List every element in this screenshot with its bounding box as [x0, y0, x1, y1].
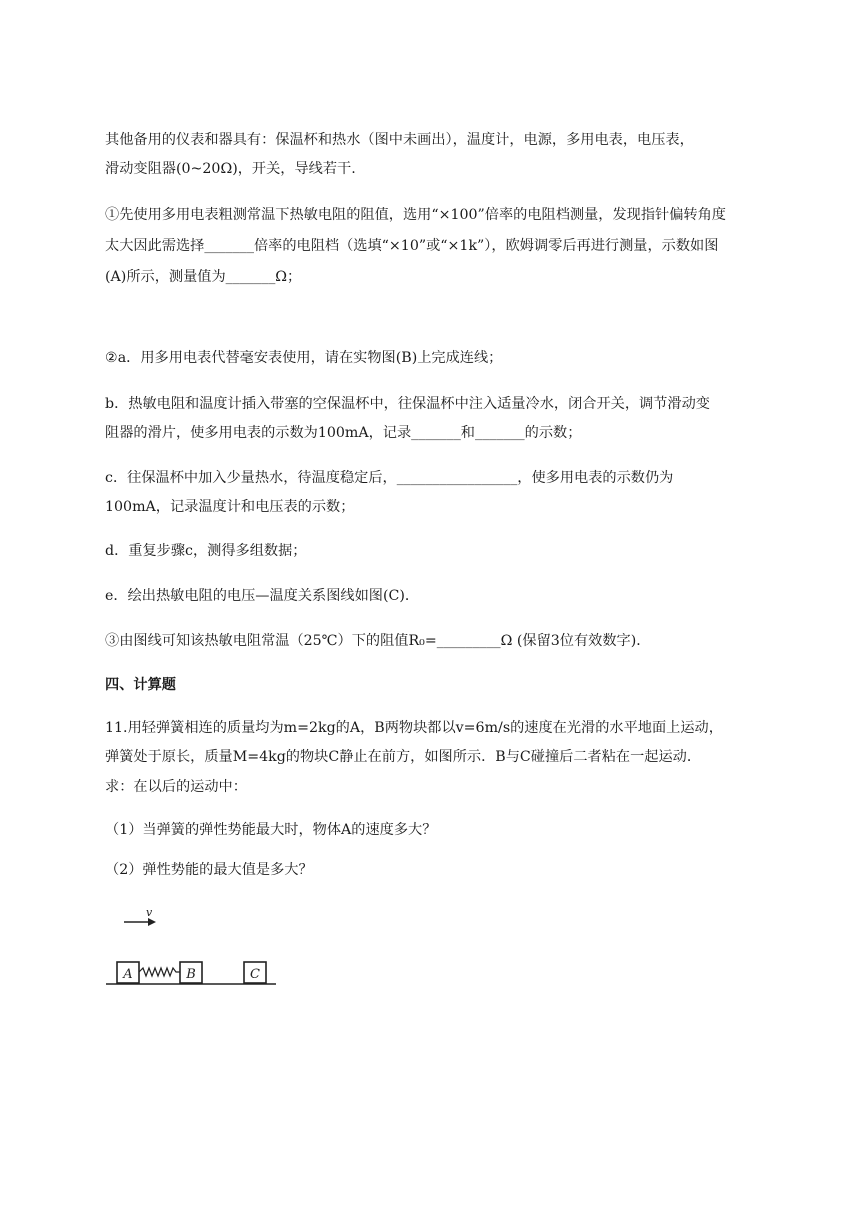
question-11-line-1: 11.用轻弹簧相连的质量均为m=2kg的A，B两物块都以v=6m/s的速度在光滑的水平地面上运动，	[105, 720, 723, 736]
step-a: ②a．用多用电表代替毫安表使用，请在实物图(B)上完成连线；	[105, 350, 503, 366]
step-d: d．重复步骤c，测得多组数据；	[105, 543, 307, 559]
step-c-line-2: 100mA，记录温度计和电压表的示数；	[105, 499, 355, 515]
question-11-part-2: （2）弹性势能的最大值是多大？	[105, 862, 313, 878]
block-c-label: C	[250, 967, 260, 982]
step-b-line-1: b．热敏电阻和温度计插入带塞的空保温杯中，往保温杯中注入适量冷水，闭合开关，调节滑动变	[105, 396, 710, 412]
spring	[139, 968, 180, 976]
velocity-arrow-icon	[124, 918, 156, 926]
step-c-line-1: c．往保温杯中加入少量热水，待温度稳定后，_________________，使多用电表的示数仍为	[105, 470, 674, 486]
question-11-part-1: （1）当弹簧的弹性势能最大时，物体A的速度多大？	[105, 822, 437, 838]
question-1-line-3: (A)所示，测量值为_______Ω；	[105, 269, 302, 285]
velocity-label: v	[146, 906, 153, 919]
paragraph-equipment-line-1: 其他备用的仪表和器具有：保温杯和热水（图中未画出），温度计，电源，多用电表，电压表，	[105, 132, 694, 148]
section-heading: 四、计算题	[105, 677, 176, 693]
block-b-label: B	[186, 967, 196, 982]
question-11-line-3: 求：在以后的运动中：	[105, 779, 247, 795]
question-1-line-2: 太大因此需选择_______倍率的电阻档（选填“×10”或“×1k”），欧姆调零后再进行测量，示数如图	[105, 238, 719, 254]
question-11-line-2: 弹簧处于原长，质量M=4kg的物块C静止在前方，如图所示．B与C碰撞后二者粘在一起运动．	[105, 749, 702, 765]
block-a-label: A	[123, 967, 133, 982]
step-e: e．绘出热敏电阻的电压—温度关系图线如图(C)．	[105, 588, 420, 604]
question-1-line-1: ①先使用多用电表粗测常温下热敏电阻的阻值，选用“×100”倍率的电阻档测量，发现指针偏转角度	[105, 207, 726, 223]
step-b-line-2: 阻器的滑片，使多用电表的示数为100mA，记录_______和_______的示数；	[105, 425, 582, 441]
question-3: ③由图线可知该热敏电阻常温（25℃）下的阻值R₀=_________Ω (保留3位有效数字)．	[105, 633, 651, 649]
blocks-spring-figure	[104, 900, 280, 992]
paragraph-equipment-line-2: 滑动变阻器(0~20Ω)，开关，导线若干.	[105, 161, 356, 177]
